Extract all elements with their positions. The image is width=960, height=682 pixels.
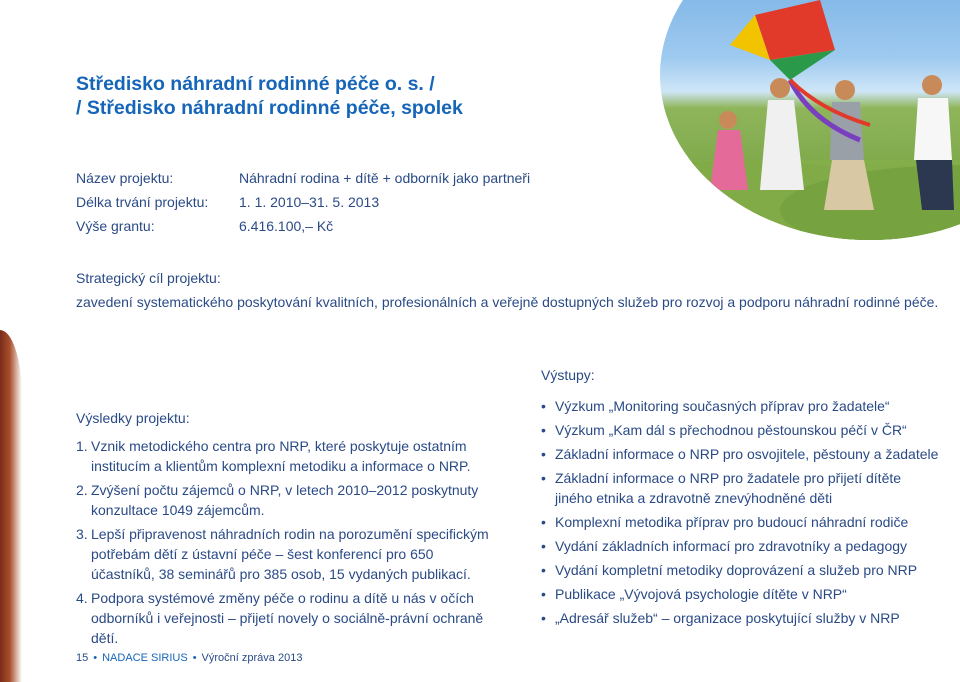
outputs-heading: Výstupy: <box>541 367 595 383</box>
bullet-icon: • <box>541 446 546 462</box>
result-item <box>76 436 501 476</box>
bullet-icon: • <box>541 470 546 486</box>
output-item <box>541 396 941 416</box>
page-title <box>76 72 463 120</box>
footer-separator: • <box>192 652 197 664</box>
info-row-project-name <box>76 169 531 187</box>
outputs-list <box>541 396 941 632</box>
result-number: 2. <box>76 482 88 498</box>
result-item <box>76 588 501 648</box>
family-kite-photo <box>660 0 960 240</box>
output-text: Komplexní metodika příprav pro budoucí náhradní rodiče <box>555 514 909 530</box>
result-text: Vznik metodického centra pro NRP, které poskytuje ostatním institucím a klientům komplexní metodiku a informace o NRP. <box>91 438 471 474</box>
output-item <box>541 444 941 464</box>
bullet-icon: • <box>541 538 546 554</box>
left-edge-photo-fragment <box>0 330 22 682</box>
photo-illustration <box>660 0 960 240</box>
footer-report: Výroční zpráva 2013 <box>201 652 303 664</box>
output-text: Základní informace o NRP pro osvojitele, pěstouny a žadatele <box>555 446 939 462</box>
result-text: Lepší připravenost náhradních rodin na porozumění specifickým potřebám dětí z ústavní péče – šest konferencí pro 650 účastníků, 38 seminářů pro 385 osob, 15 vydaných publikací. <box>91 526 489 582</box>
output-item <box>541 584 941 604</box>
bullet-icon: • <box>541 562 546 578</box>
output-item <box>541 560 941 580</box>
output-item <box>541 512 941 532</box>
page-footer <box>76 652 302 664</box>
output-text: „Adresář služeb“ – organizace poskytující služby v NRP <box>555 610 900 626</box>
info-value: 1. 1. 2010–31. 5. 2013 <box>239 194 380 210</box>
footer-separator: • <box>93 652 98 664</box>
output-text: Výzkum „Kam dál s přechodnou pěstounskou péčí v ČR“ <box>555 422 907 438</box>
results-list <box>76 436 501 652</box>
result-text: Podpora systémové změny péče o rodinu a dítě u nás v očích odborníků i veřejnosti – přijetí novely o sociálně-právní ochraně dětí. <box>91 590 484 646</box>
info-label: Název projektu: <box>76 170 174 186</box>
output-text: Výzkum „Monitoring současných příprav pro žadatele“ <box>555 398 890 414</box>
title-line-2: / Středisko náhradní rodinné péče, spolek <box>76 97 463 119</box>
output-item <box>541 536 941 556</box>
result-number: 3. <box>76 526 88 542</box>
bullet-icon: • <box>541 398 546 414</box>
bullet-icon: • <box>541 610 546 626</box>
goal-text: zavedení systematického poskytování kvalitních, profesionálních a veřejně dostupných služeb pro rozvoj a podporu náhradní rodinné péče. <box>76 294 939 310</box>
info-row-duration <box>76 193 380 211</box>
output-text: Publikace „Vývojová psychologie dítěte v NRP“ <box>555 586 847 602</box>
result-number: 1. <box>76 438 88 454</box>
output-text: Vydání kompletní metodiky doprovázení a služeb pro NRP <box>555 562 918 578</box>
result-number: 4. <box>76 590 88 606</box>
goal-heading: Strategický cíl projektu: <box>76 270 221 286</box>
output-text: Vydání základních informací pro zdravotníky a pedagogy <box>555 538 908 554</box>
info-row-grant <box>76 217 334 235</box>
info-value: Náhradní rodina + dítě + odborník jako partneři <box>239 170 531 186</box>
result-item <box>76 524 501 584</box>
output-item <box>541 468 941 508</box>
result-item <box>76 480 501 520</box>
info-label: Výše grantu: <box>76 218 155 234</box>
footer-org: NADACE SIRIUS <box>102 652 188 664</box>
bullet-icon: • <box>541 586 546 602</box>
bullet-icon: • <box>541 422 546 438</box>
output-text: Základní informace o NRP pro žadatele pro přijetí dítěte jiného etnika a zdravotně znevýhodněné děti <box>555 470 902 506</box>
output-item <box>541 608 941 628</box>
page-number: 15 <box>76 652 89 664</box>
info-value: 6.416.100,– Kč <box>239 218 334 234</box>
bullet-icon: • <box>541 514 546 530</box>
info-label: Délka trvání projektu: <box>76 194 209 210</box>
output-item <box>541 420 941 440</box>
result-text: Zvýšení počtu zájemců o NRP, v letech 2010–2012 poskytnuty konzultace 1049 zájemcům. <box>91 482 479 518</box>
title-line-1: Středisko náhradní rodinné péče o. s. / <box>76 73 435 95</box>
results-heading: Výsledky projektu: <box>76 410 190 426</box>
